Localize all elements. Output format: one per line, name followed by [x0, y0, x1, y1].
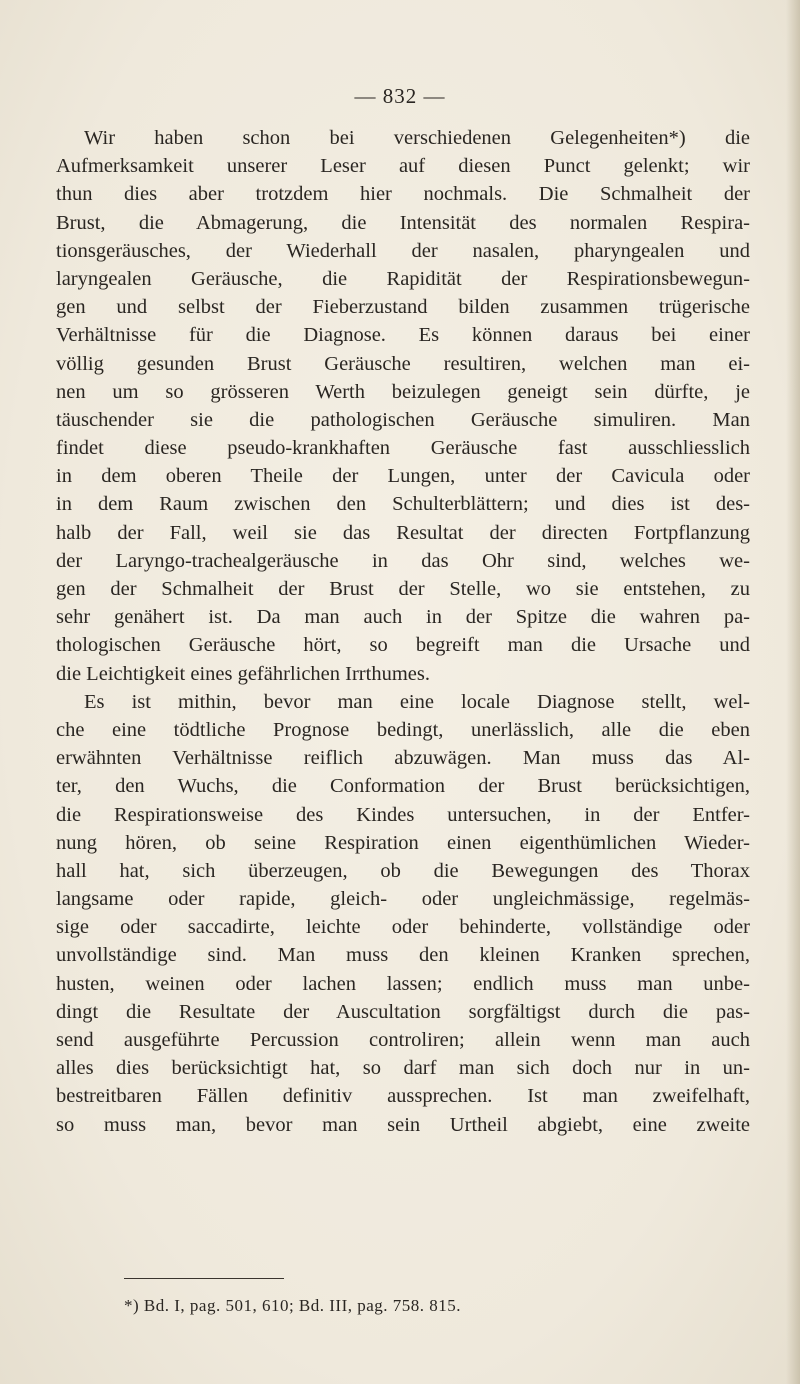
text-line: ter, den Wuchs, die Conformation der Brust berücksichtigen, [56, 775, 750, 798]
text-line: die Respirationsweise des Kindes untersuchen, in der Entfer- [56, 803, 750, 826]
footnote: *) Bd. I, pag. 501, 610; Bd. III, pag. 758. 815. [124, 1296, 462, 1315]
text-line: der Laryngo-trachealgeräusche in das Ohr sind, welches we- [56, 549, 750, 572]
text-line: hall hat, sich überzeugen, ob die Bewegungen des Thorax [56, 859, 750, 882]
text-line: in dem oberen Theile der Lungen, unter der Cavicula oder [56, 465, 750, 488]
page-edge-shadow [786, 0, 800, 1384]
text-line: tionsgeräusches, der Wiederhall der nasalen, pharyngealen und [56, 239, 750, 262]
text-line: halb der Fall, weil sie das Resultat der directen Fortpflanzung [56, 521, 750, 544]
text-line: die Leichtigkeit eines gefährlichen Irrthumes. [56, 662, 430, 685]
text-line: husten, weinen oder lachen lassen; endlich muss man unbe- [56, 972, 750, 995]
text-line: laryngealen Geräusche, die Rapidität der Respirationsbewegun- [56, 267, 750, 290]
text-line: nung hören, ob seine Respiration einen eigenthümlichen Wieder- [56, 831, 750, 854]
text-line: völlig gesunden Brust Geräusche resultiren, welchen man ei- [56, 352, 750, 375]
text-line: dingt die Resultate der Auscultation sorgfältigst durch die pas- [56, 1000, 750, 1023]
text-line: unvollständige sind. Man muss den kleinen Kranken sprechen, [56, 944, 750, 967]
text-line: Brust, die Abmagerung, die Intensität des normalen Respira- [56, 211, 750, 234]
text-line: gen und selbst der Fieberzustand bilden zusammen trügerische [56, 296, 750, 319]
text-line: send ausgeführte Percussion controliren; allein wenn man auch [56, 1029, 750, 1051]
text-line: bestreitbaren Fällen definitiv aussprechen. Ist man zweifelhaft, [56, 1085, 750, 1108]
text-line: nen um so grösseren Werth beizulegen geneigt sein dürfte, je [56, 380, 750, 403]
text-line: Es ist mithin, bevor man eine locale Diagnose stellt, wel- [84, 690, 750, 713]
text-line: Aufmerksamkeit unserer Leser auf diesen Punct gelenkt; wir [56, 155, 750, 178]
text-line: che eine tödtliche Prognose bedingt, unerlässlich, alle die eben [56, 718, 750, 741]
body-text [56, 124, 750, 1139]
text-line: täuschender sie die pathologischen Geräusche simuliren. Man [56, 408, 750, 431]
text-line: erwähnten Verhältnisse reiflich abzuwägen. Man muss das Al- [56, 747, 750, 770]
text-line: gen der Schmalheit der Brust der Stelle, wo sie entstehen, zu [56, 578, 750, 600]
page-number: — 832 — [354, 84, 446, 108]
text-line: alles dies berücksichtigt hat, so darf man sich doch nur in un- [56, 1057, 750, 1080]
text-line: Wir haben schon bei verschiedenen Gelegenheiten*) die [84, 127, 750, 149]
text-line: so muss man, bevor man sein Urtheil abgiebt, eine zweite [56, 1113, 750, 1136]
text-line: Verhältnisse für die Diagnose. Es können daraus bei einer [56, 324, 750, 347]
footnote-divider [124, 1278, 284, 1279]
text-line: thun dies aber trotzdem hier nochmals. Die Schmalheit der [56, 183, 750, 206]
text-line: findet diese pseudo-krankhaften Geräusche fast ausschliesslich [56, 437, 750, 460]
text-line: thologischen Geräusche hört, so begreift man die Ursache und [56, 634, 750, 657]
text-line: langsame oder rapide, gleich- oder ungleichmässige, regelmäs- [56, 888, 750, 911]
text-line: sehr genähert ist. Da man auch in der Spitze die wahren pa- [56, 606, 750, 629]
text-line: sige oder saccadirte, leichte oder behinderte, vollständige oder [56, 916, 750, 939]
text-line: in dem Raum zwischen den Schulterblättern; und dies ist des- [56, 493, 750, 516]
